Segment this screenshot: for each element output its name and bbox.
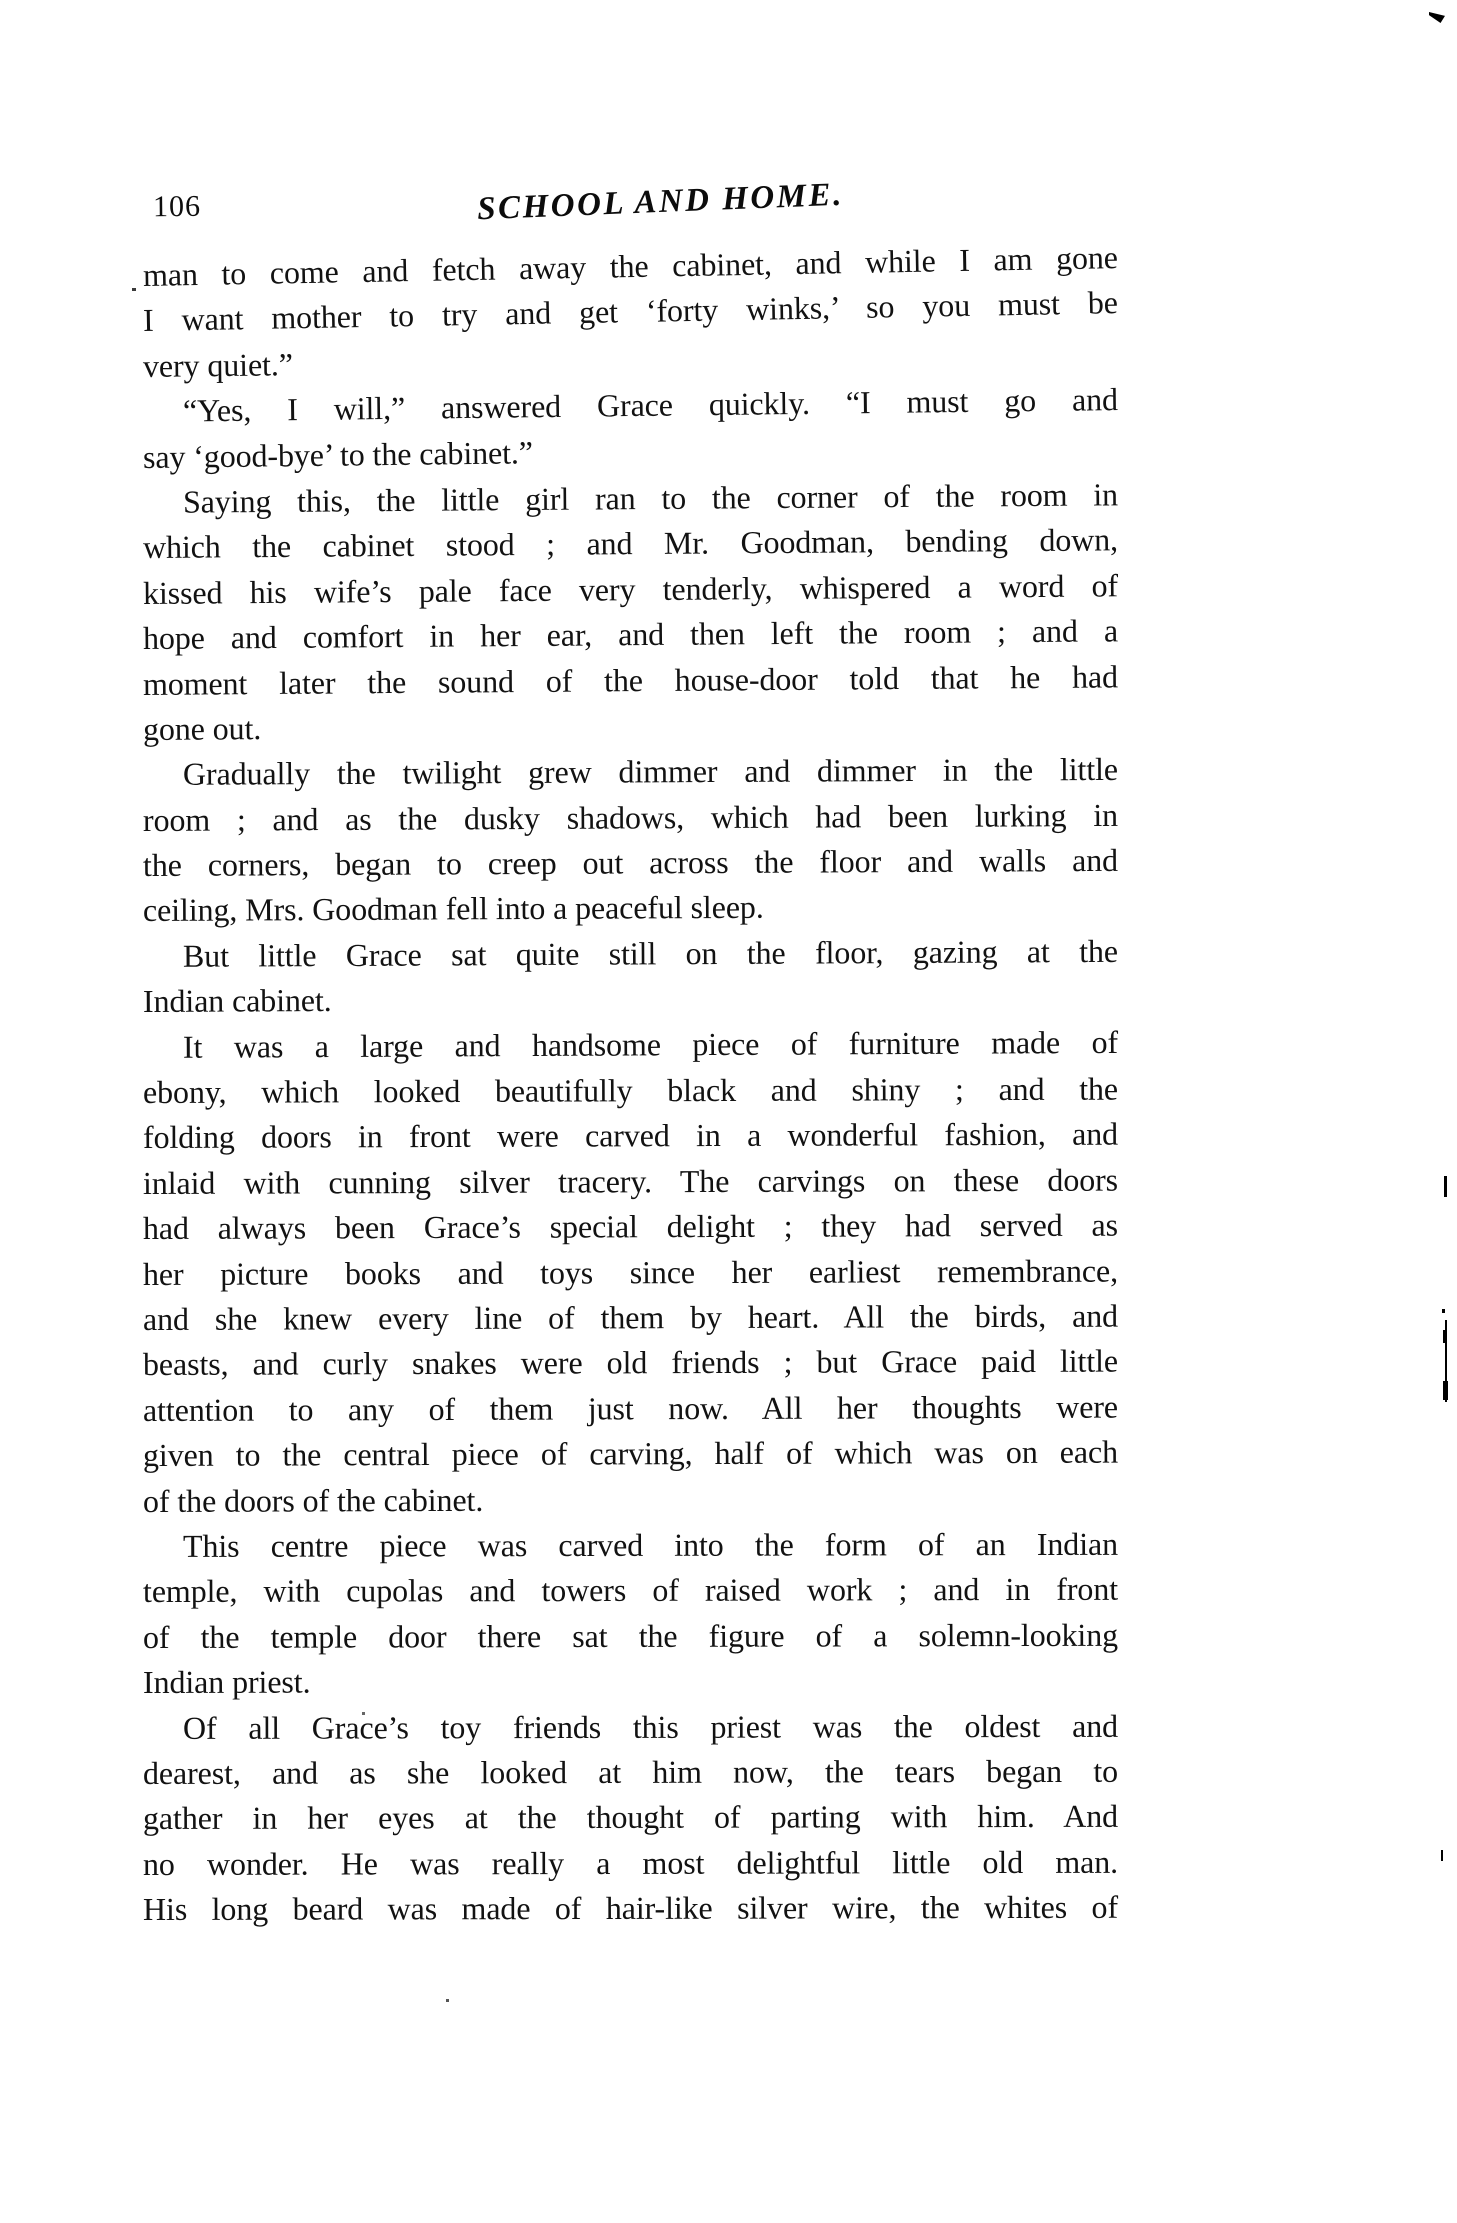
text-line: and she knew every line of them by heart. All the birds, and [142, 1297, 1119, 1337]
text-line: room ; and as the dusky shadows, which had been lurking in [142, 796, 1119, 838]
text-line: hope and comfort in her ear, and then left the room ; and a [142, 612, 1119, 657]
text-line: no wonder. He was really a most delightful little old man. [142, 1843, 1119, 1882]
text-line: temple, with cupolas and towers of raised work ; and in front [142, 1571, 1119, 1610]
ink-speck [132, 288, 136, 291]
text-line: moment later the sound of the house-door told that he had [142, 657, 1119, 702]
text-line: inlaid with cunning silver tracery. The carvings on these doors [142, 1161, 1119, 1201]
text-line: Saying this, the little girl ran to the corner of the room in [182, 476, 1119, 520]
text-line: It was a large and handsome piece of furniture made of [182, 1023, 1119, 1065]
running-title: SCHOOL AND HOME. [476, 176, 845, 228]
text-line: which the cabinet stood ; and Mr. Goodman, bending down, [142, 521, 1119, 566]
text-line: Of all Grace’s toy friends this priest was the oldest and [182, 1707, 1119, 1746]
page-text [142, 239, 1119, 1932]
text-line: I want mother to try and get ‘forty winks,’ so you must be [142, 284, 1119, 339]
text-line: ceiling, Mrs. Goodman fell into a peaceful sleep. [142, 889, 764, 929]
text-line: of the temple door there sat the figure of a solemn-looking [142, 1616, 1119, 1655]
text-line: Indian priest. [142, 1663, 311, 1701]
scan-edge-mark [1442, 1309, 1445, 1313]
text-line: Gradually the twilight grew dimmer and dimmer in the little [182, 751, 1119, 793]
text-line: man to come and fetch away the cabinet, and while I am gone [142, 239, 1119, 293]
text-line: very quiet.” [142, 345, 294, 384]
text-line: dearest, and as she looked at him now, the tears began to [142, 1752, 1119, 1791]
scan-edge-mark [1443, 1330, 1447, 1343]
text-line: His long beard was made of hair-like silver wire, the whites of [142, 1888, 1119, 1928]
text-line: had always been Grace’s special delight ; they had served as [142, 1206, 1119, 1247]
text-line: “Yes, I will,” answered Grace quickly. “I must go and [182, 381, 1119, 429]
scan-edge-mark [1444, 1176, 1447, 1197]
text-line: gone out. [142, 709, 262, 747]
page-header [143, 176, 1118, 234]
text-line: Indian cabinet. [142, 982, 332, 1020]
text-line: kissed his wife’s pale face very tenderly, whispered a word of [142, 567, 1119, 611]
text-line: This centre piece was carved into the form of an Indian [182, 1525, 1119, 1564]
ink-speck [446, 1999, 449, 2002]
page-number: 106 [152, 189, 202, 224]
text-line: folding doors in front were carved in a wonderful fashion, and [142, 1116, 1119, 1156]
text-line: her picture books and toys since her earliest remembrance, [142, 1252, 1119, 1292]
text-line: given to the central piece of carving, half of which was on each [142, 1433, 1119, 1474]
text-line: ebony, which looked beautifully black and shiny ; and the [142, 1070, 1119, 1111]
scan-edge-mark [1441, 1850, 1443, 1861]
text-line: But little Grace sat quite still on the floor, gazing at the [182, 932, 1119, 974]
text-line: gather in her eyes at the thought of parting with him. And [142, 1798, 1119, 1837]
text-line: attention to any of them just now. All her thoughts were [142, 1388, 1119, 1428]
scan-edge-mark [1443, 1381, 1448, 1400]
scan-corner-wedge-icon [1429, 12, 1445, 23]
text-line: beasts, and curly snakes were old friends ; but Grace paid little [142, 1342, 1119, 1383]
text-line: the corners, began to creep out across the floor and walls and [142, 841, 1119, 884]
text-line: say ‘good-bye’ to the cabinet.” [142, 433, 534, 475]
text-line: of the doors of the cabinet. [142, 1481, 484, 1519]
